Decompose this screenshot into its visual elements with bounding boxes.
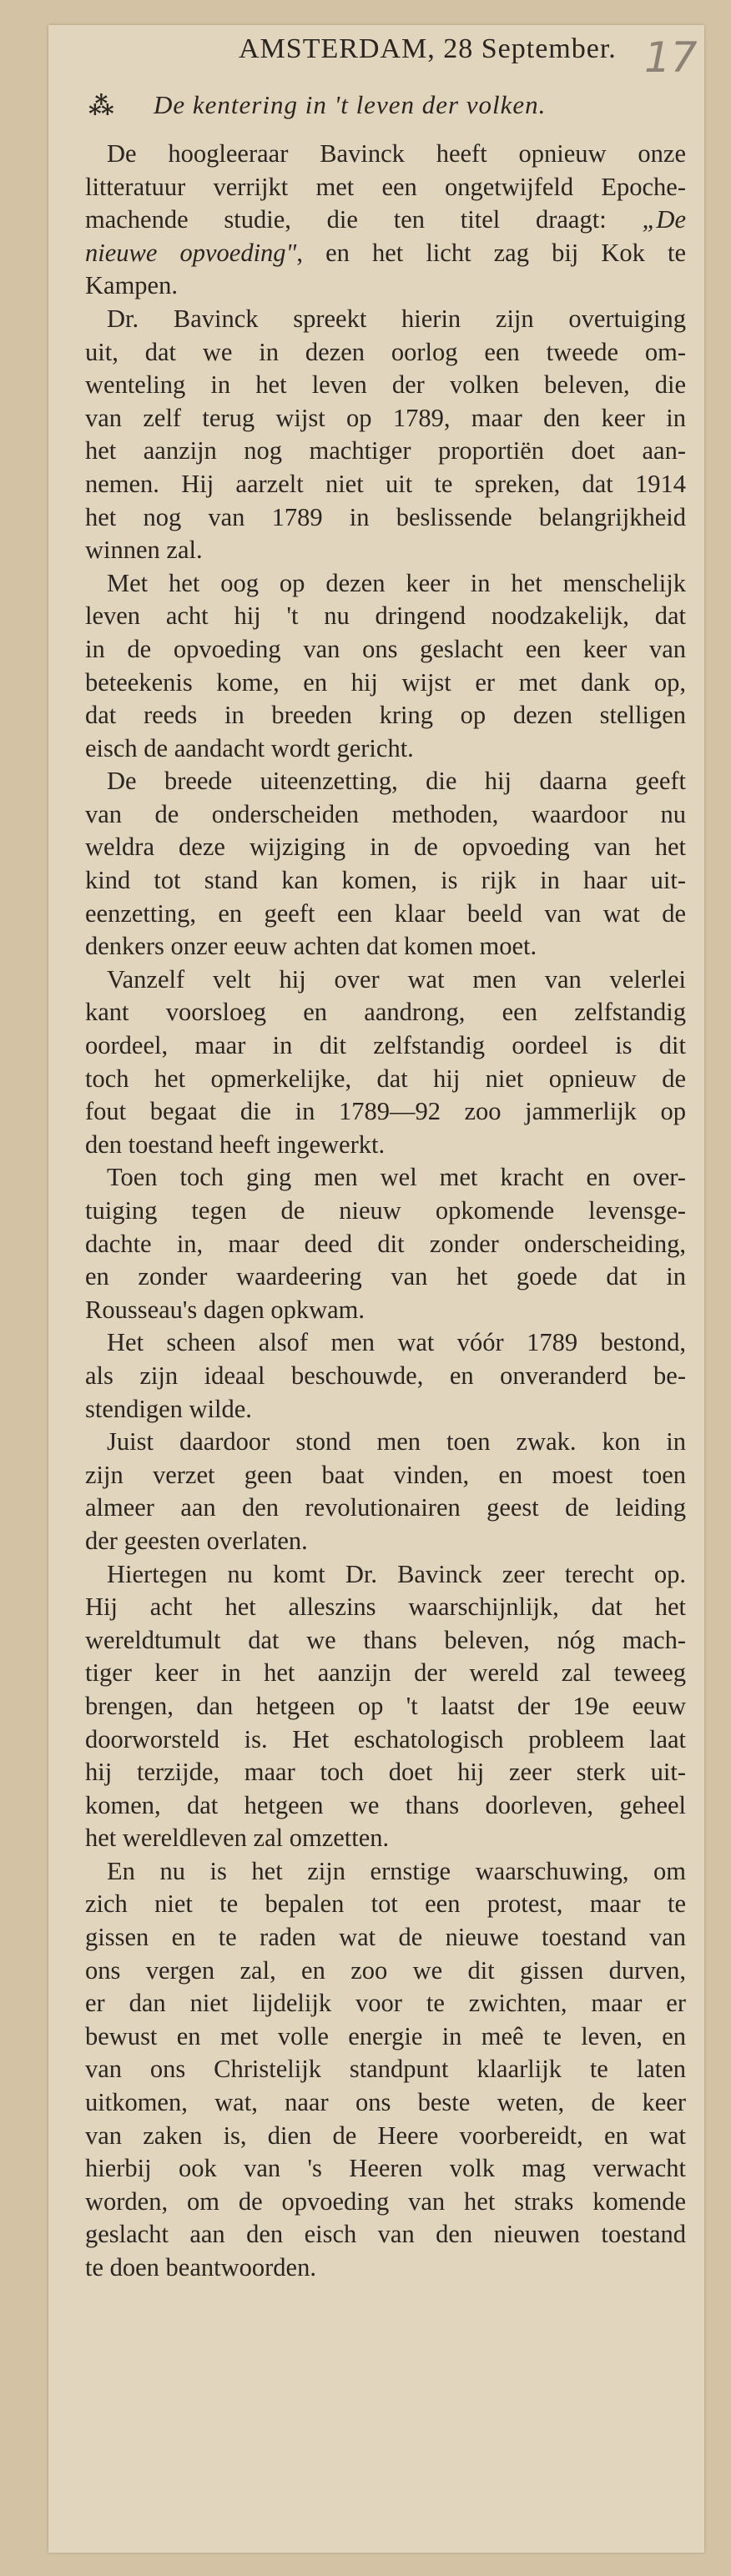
text-line: het wereldleven zal omzetten. bbox=[85, 1824, 390, 1853]
text-line: machende studie, die ten titel draagt: „De bbox=[85, 205, 686, 234]
paragraph bbox=[85, 1326, 686, 1426]
text-line: er dan niet lijdelijk voor te zwichten, maar er bbox=[85, 1989, 686, 2018]
text-line: van ons Christelijk standpunt klaarlijk te laten bbox=[85, 2055, 686, 2084]
text-line: van zelf terug wijst op 1789, maar den keer in bbox=[85, 403, 686, 432]
text-line: hij terzijde, maar toch doet hij zeer sterk uit- bbox=[85, 1758, 686, 1787]
text-line: zijn verzet geen baat vinden, en moest toen bbox=[85, 1460, 686, 1489]
text-line: winnen zal. bbox=[85, 536, 203, 565]
text-line: oordeel, maar in dit zelfstandig oordeel is dit bbox=[85, 1031, 686, 1060]
paragraph bbox=[85, 765, 686, 963]
text-line: eenzetting, en geeft een klaar beeld van wat de bbox=[85, 898, 686, 928]
text-line: brengen, dan hetgeen op 't laatst der 19e eeuw bbox=[85, 1691, 686, 1720]
text-line: eisch de aandacht wordt gericht. bbox=[85, 733, 414, 762]
text-line: litteratuur verrijkt met een ongetwijfeld Epoche- bbox=[85, 172, 686, 201]
text-line: stendigen wilde. bbox=[85, 1394, 252, 1423]
text-line: nieuwe opvoeding", en het licht zag bij Kok te bbox=[85, 238, 686, 267]
paragraph bbox=[85, 1426, 686, 1557]
text-line: Hij acht het alleszins waarschijnlijk, dat het bbox=[85, 1592, 686, 1622]
text-line: het aanzijn nog machtiger proportiën doet aan- bbox=[85, 436, 686, 465]
text-line: dachte in, maar deed dit zonder onderscheiding, bbox=[85, 1229, 686, 1258]
text-line: beteekenis kome, en hij wijst er met dank op, bbox=[85, 667, 686, 697]
text-line: uit, dat we in dezen oorlog een tweede om- bbox=[85, 337, 686, 366]
text-line: toch het opmerkelijke, dat hij niet opnieuw de bbox=[85, 1064, 686, 1093]
text-line: den toestand heeft ingewerkt. bbox=[85, 1130, 386, 1159]
text-line: hierbij ook van 's Heeren volk mag verwacht bbox=[85, 2154, 686, 2183]
text-line: kant voorsloeg en aandrong, een zelfstandig bbox=[85, 998, 686, 1027]
asterism-icon: ⁂ bbox=[88, 92, 116, 121]
text-line: en zonder waardeering van het goede dat in bbox=[85, 1262, 686, 1291]
text-line: Vanzelf velt hij over wat men van velerlei bbox=[107, 964, 686, 994]
article-title: De kentering in 't leven der volken. bbox=[154, 90, 547, 119]
text-line: ons vergen zal, en zoo we dit gissen durven, bbox=[85, 1955, 686, 1985]
text-line: Toen toch ging men wel met kracht en over- bbox=[107, 1163, 686, 1192]
dateline: AMSTERDAM, 28 September. bbox=[239, 33, 617, 64]
text-line: tiger keer in het aanzijn der wereld zal teweeg bbox=[85, 1658, 686, 1688]
text-line: De hoogleeraar Bavinck heeft opnieuw onze bbox=[107, 139, 686, 168]
text-line: nemen. Hij aarzelt niet uit te spreken, dat 1914 bbox=[85, 469, 686, 498]
text-line: Hiertegen nu komt Dr. Bavinck zeer terecht op. bbox=[107, 1559, 686, 1588]
text-line: worden, om de opvoeding van het straks komende bbox=[85, 2186, 686, 2216]
text-line: zich niet te bepalen tot een protest, maar te bbox=[85, 1889, 686, 1919]
text-line: Dr. Bavinck spreekt hierin zijn overtuiging bbox=[107, 304, 686, 333]
text-line: geslacht aan den eisch van den nieuwen toestand bbox=[85, 2220, 686, 2249]
article-body bbox=[85, 138, 686, 2285]
text-line: bewust en met volle energie in meê te leven, en bbox=[85, 2021, 686, 2050]
paragraph bbox=[85, 1161, 686, 1326]
text-line: van de onderscheiden methoden, waardoor nu bbox=[85, 799, 686, 828]
text-line: leven acht hij 't nu dringend noodzakelijk, dat bbox=[85, 601, 686, 631]
paragraph bbox=[85, 303, 686, 567]
text-line: als zijn ideaal beschouwde, en onveranderd be- bbox=[85, 1361, 686, 1390]
text-line: almeer aan den revolutionairen geest de leiding bbox=[85, 1493, 686, 1522]
text-line: denkers onzer eeuw achten dat komen moet. bbox=[85, 932, 537, 961]
text-line: wenteling in het leven der volken beleven, die bbox=[85, 370, 686, 400]
text-line: doorworsteld is. Het eschatologisch probleem laat bbox=[85, 1724, 686, 1753]
text-line: weldra deze wijziging in de opvoeding van het bbox=[85, 833, 686, 862]
text-line: kind tot stand kan komen, is rijk in haar uit- bbox=[85, 866, 686, 895]
pencil-annotation: 17 bbox=[644, 33, 698, 82]
text-line: De breede uiteenzetting, die hij daarna geeft bbox=[107, 767, 686, 796]
paragraph bbox=[85, 963, 686, 1162]
text-line: En nu is het zijn ernstige waarschuwing, om bbox=[107, 1856, 686, 1885]
text-line: komen, dat hetgeen we thans doorleven, geheel bbox=[85, 1790, 686, 1819]
text-line: in de opvoeding van ons geslacht een keer van bbox=[85, 634, 686, 663]
paragraph bbox=[85, 138, 686, 303]
text-line: Kampen. bbox=[85, 271, 178, 300]
text-line: Juist daardoor stond men toen zwak. kon in bbox=[107, 1427, 686, 1457]
text-line: van zaken is, dien de Heere voorbereidt, en wat bbox=[85, 2121, 686, 2150]
paragraph bbox=[85, 1558, 686, 1855]
paragraph bbox=[85, 567, 686, 766]
text-line: te doen beantwoorden. bbox=[85, 2253, 316, 2282]
text-line: Met het oog op dezen keer in het menschelijk bbox=[107, 568, 686, 597]
text-line: het nog van 1789 in beslissende belangrijkheid bbox=[85, 502, 686, 531]
text-line: dat reeds in breeden kring op dezen stelligen bbox=[85, 701, 686, 730]
text-line: Het scheen alsof men wat vóór 1789 bestond, bbox=[107, 1328, 686, 1357]
text-line: gissen en te raden wat de nieuwe toestand van bbox=[85, 1923, 686, 1952]
paragraph bbox=[85, 1855, 686, 2285]
text-line: Rousseau's dagen opkwam. bbox=[85, 1295, 366, 1324]
text-line: der geesten overlaten. bbox=[85, 1526, 308, 1555]
text-line: fout begaat die in 1789—92 zoo jammerlijk op bbox=[85, 1097, 686, 1126]
text-line: wereldtumult dat we thans beleven, nóg mach- bbox=[85, 1625, 686, 1654]
text-line: tuiging tegen de nieuw opkomende levensge- bbox=[85, 1196, 686, 1225]
text-line: uitkomen, wat, naar ons beste weten, de keer bbox=[85, 2088, 686, 2117]
